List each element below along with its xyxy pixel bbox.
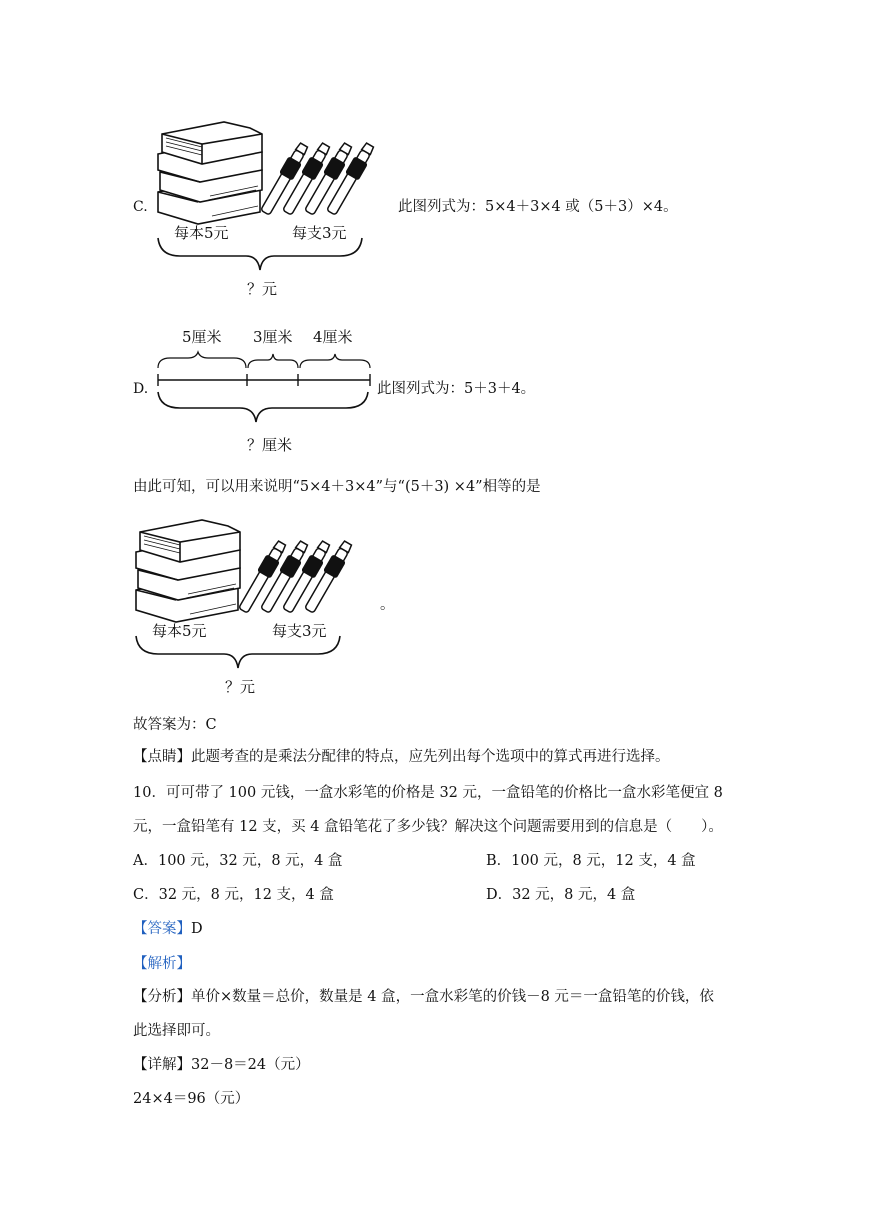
books-icon (158, 122, 262, 224)
question-10-line-1: 10．可可带了 100 元钱，一盒水彩笔的价格是 32 元，一盒铅笔的价格比一盒水彩笔便宜 8 (133, 785, 723, 801)
answer-pen-price-label: 每支3元 (272, 622, 327, 640)
answer-books-pens-figure (128, 510, 378, 700)
option-d-marker: D. (133, 381, 149, 397)
analysis-line-1 (133, 990, 714, 1005)
analysis-tag: 【解析】 (133, 956, 191, 972)
option-d-formula: 此图列式为：5＋3＋4。 (377, 381, 536, 397)
question-10-option-c: C．32 元，8 元，12 支，4 盒 (133, 887, 334, 903)
pen-price-label: 每支3元 (292, 224, 347, 242)
answer-line: 故答案为：C (133, 717, 217, 733)
total-brace (158, 238, 362, 270)
answer-row (133, 922, 203, 937)
detail-step-1: 32－8＝24（元） (191, 1057, 310, 1073)
detail-line-1 (133, 1058, 310, 1073)
pens-icon (237, 540, 354, 615)
books-icon (136, 520, 240, 622)
answer-value: D (191, 921, 203, 937)
total-length-label: ？厘米 (247, 436, 293, 454)
option-c-formula: 此图列式为：5×4＋3×4 或（5＋3）×4。 (398, 199, 678, 215)
question-10-option-a: A．100 元，32 元，8 元，4 盒 (133, 853, 343, 869)
conclusion-text: 由此可知，可以用来说明“5×4＋3×4”与“(5＋3) ×4”相等的是 (133, 479, 541, 495)
total-price-label: ？元 (247, 280, 278, 298)
answer-book-price-label: 每本5元 (152, 622, 207, 640)
analysis-text-1: 单价×数量＝总价，数量是 4 盒，一盒水彩笔的价钱－8 元＝一盒铅笔的价钱，依 (191, 989, 714, 1005)
segment-diagram (150, 350, 380, 440)
comment-line (133, 750, 670, 765)
question-10-option-b: B．100 元，8 元，12 支，4 盒 (486, 853, 696, 869)
answer-figure-end-mark: 。 (380, 597, 395, 613)
total-brace (136, 636, 340, 668)
option-c-marker: C. (133, 199, 148, 215)
option-c-books-pens-figure (150, 112, 400, 302)
segment-3-label: 4厘米 (313, 328, 353, 346)
answer-total-label: ？元 (225, 678, 256, 696)
comment-text: 此题考查的是乘法分配律的特点，应先列出每个选项中的算式再进行选择。 (191, 749, 670, 765)
question-10-option-d: D．32 元，8 元，4 盒 (486, 887, 636, 903)
question-10-line-2: 元，一盒铅笔有 12 支，买 4 盒铅笔花了多少钱？解决这个问题需要用到的信息是（ ）。 (133, 819, 723, 835)
segment-2-label: 3厘米 (253, 328, 293, 346)
pens-icon (259, 142, 376, 217)
detail-step-2: 24×4＝96（元） (133, 1091, 250, 1107)
answer-tag: 【答案】 (133, 921, 191, 937)
analysis-tag-inline: 【分析】 (133, 989, 191, 1005)
book-price-label: 每本5元 (174, 224, 229, 242)
comment-tag: 【点睛】 (133, 749, 191, 765)
detail-tag: 【详解】 (133, 1057, 191, 1073)
segment-1-label: 5厘米 (182, 328, 222, 346)
analysis-line-2: 此选择即可。 (133, 1023, 220, 1039)
